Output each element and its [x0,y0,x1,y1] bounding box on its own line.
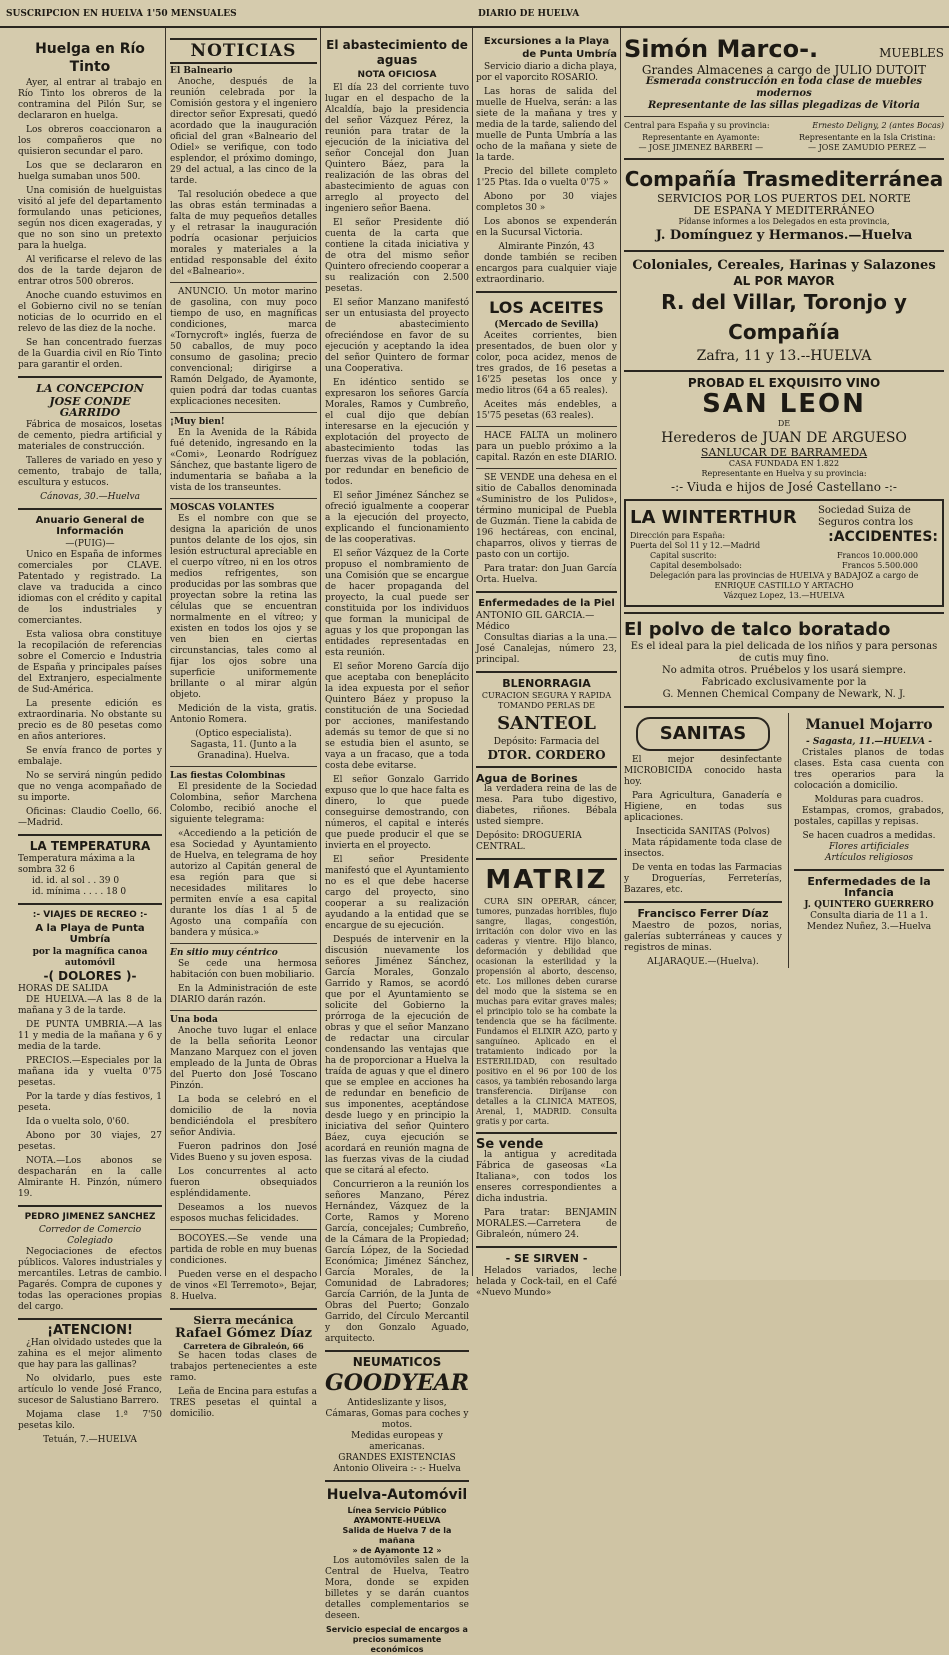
separator [170,1010,317,1011]
ad-text: Los abonos se expenderán en la Sucursal Victoria. [476,217,617,238]
ad-text: PRECIOS.—Especiales por la mañana ida y vuelta 0'75 pesetas. [18,1056,162,1088]
separator [170,282,317,283]
column-rule [620,28,621,1276]
anuario-title: Anuario General de Información [35,515,145,537]
viajes-boat: -( DOLORES )- [43,969,137,983]
article-paragraph: El señor Moreno García dijo que aceptaba con beneplácito la idea expuesta por el señor Quintero Báez y propuso la constitución de una Sociedad por acciones, manifestando además su temor de que si no se estudia bien el asunto, se vaya a un fracaso, que a toda costa debe evitarse. [325,662,469,771]
simon-marco-muebles: MUEBLES [879,46,944,60]
ad-text: Maestro de pozos, norias, galerías subterráneas y cauces y registros de minas. [624,921,782,953]
ad-line: Servicio especial de encargos a precios sumamente económicos [326,1625,468,1654]
ad-line: Depósito: Farmacia del [493,737,600,747]
article-paragraph: Aceites corrientes, bien presentados, de buen olor y color, poca acidez, menos de tres grados, de 16 pesetas a 16'25 pesetas los once y medio litros (64 a 65 reales). [476,331,617,396]
ad-line: DE ESPAÑA Y MEDITERRÁNEO [693,204,875,217]
ad-line: AL POR MAYOR [733,274,835,288]
anuario-subtitle: —(PUIG)— [65,539,115,549]
ad-line: Artículos religiosos [824,853,913,863]
winterthur-box [624,499,944,607]
column-1 [18,28,162,1445]
separator [624,158,944,160]
ad-line: Se hacen cuadros a medidas. [802,831,936,841]
ad-text: Servicio diario a dicha playa, por el vaporcito ROSARIO. [476,62,617,83]
separator [170,1229,317,1230]
ad-text: SE VENDE una dehesa en el sitio de Caballos denominada «Suministro de los Pulidos», término municipal de Puebla de Guzmán. Tiene la cabida de 196 hectáreas, con encinal, chaparros, olivos y tierras de pasto con un cortijo. [476,473,617,560]
article-paragraph: En la Avenida de la Rábida fué detenido, ingresando en la «Comi», Leonardo Rodríguez Sánchez, que bastante ligero de indumentaria se bañaba a la vista de los transeuntes. [170,428,317,493]
article-line: (Optico especialista). [195,729,292,739]
section-heading: Las fiestas Colombinas [170,771,286,781]
ad-text: Oficinas: Claudio Coello, 66.—Madrid. [18,807,162,828]
matriz-title: MATRIZ [485,865,608,895]
ad-address: Cánovas, 30.—Huelva [40,492,140,502]
article-paragraph: Al verificarse el relevo de las dos de la tarde dejaron de entrar otros 500 obreros. [18,255,162,287]
temperature-min: id. mínima . . . . 18 0 [32,887,127,897]
ad-line: J. QUINTERO GUERRERO [804,900,934,910]
ad-text: Los automóviles salen de la Central de Huelva, Teatro Mora, donde se expiden billetes y se darán cuantos detalles complementarios se deseen. [325,1556,469,1621]
separator [476,291,617,293]
ad-text: la antigua y acreditada Fábrica de gaseosas «La Italiana», con todos los enseres correspondientes a dicha industria. [476,1150,617,1204]
ad-line: Ernesto Deligny, 2 (antes Bocas) [812,121,944,130]
pjs-title: PEDRO JIMENEZ SANCHEZ [24,1212,156,1222]
excursiones-title-2: de Punta Umbría [522,49,617,60]
ad-line: Puerta del Sol 11 y 12.—Madrid [630,541,761,550]
winterthur-title: LA WINTERTHUR [630,507,797,528]
ad-line: Esmerada construcción en toda clase de muebles modernos [645,76,923,99]
ad-text: Ida o vuelta solo, 0'60. [26,1117,130,1127]
ad-line: G. Mennen Chemical Company de Newark, N. J. [662,689,906,700]
separator [170,412,317,413]
section-heading: ¡Muy bien! [170,417,225,427]
se-vende-title: Se vende [476,1137,544,1152]
article-paragraph: El señor Presidente manifestó que el Ayuntamiento no es el que debe hacerse cargo del proyecto, sino cooperar a su realización ayudando a la entidad que se encargue de su ejecución. [325,855,469,931]
blenorragia-title: BLENORRAGIA [502,677,591,690]
article-paragraph: En idéntico sentido se expresaron los señores García Morales, Ramos y Cumbreño, el cual dijo que debían interesarse en la ejecución y explotación del proyecto de abastecimiento todas las fuerzas vivas de la población, por redundar en beneficio de todos. [325,378,469,487]
ad-text: De venta en todas las Farmacias y Droguerías, Ferreterías, Bazares, etc. [624,863,782,895]
ad-line: Molduras para cuadros. [814,795,924,805]
ad-line: Central para España y su provincia: [624,121,770,130]
separator [624,612,944,614]
ad-line: Delegación para las provincias de HUELVA y BADAJOZ a cargo de [649,571,919,580]
ad-line: Salida de Huelva 7 de la mañana [342,1526,452,1545]
ad-text: CURA SIN OPERAR, cáncer, tumores, punzadas horribles, flujo sangre, llagas, congestión, irritación con dolor vivo en las caderas y vientre. Hijo blanco, deformación y debilidad que ocasionan la esterilidad y la propensión al aborto, descenso, etc. Los millones deben curarse del modo que la sistema se en muchas para evitar graves males; el principio tolo se ha combate la tendencia que se ha fácilmente. Fundamos el ELIXIR AZO, parto y sanguíneo. Aplicado en el tratamiento indicado por la ESTERILIDAD, con resultado positivo en el 96 por 100 de los casos, ya también rebosando larga transferencia. Diríjanse con detalles a la CLINICA MATEOS, Arenal, 1, MADRID. Consulta gratis y por carta. [476,897,617,1126]
ad-line: J. Domínguez y Hermanos.—Huelva [655,228,913,243]
column-rule [165,28,166,1276]
section-heading: El Balneario [170,66,233,76]
ad-text: Negociaciones de efectos públicos. Valores industriales y mercantiles. Letras de cambio. Pagarés. Compra de cupones y todas las operaciones propias del cargo. [18,1247,162,1312]
ad-text: DE HUELVA.—A las 8 de la mañana y 3 de la tarde. [18,995,162,1016]
separator [476,591,617,593]
ad-text: Helados variados, leche helada y Cock-tail, en el Café «Nuevo Mundo» [476,1266,617,1298]
ad-text: NOTA.—Los abonos se despacharán en la calle Almirante H. Pinzón, número 19. [18,1156,162,1199]
ad-line: Francos 10.000.000 [836,551,918,560]
article-paragraph: Se cede una hermosa habitación con buen mobiliario. [170,959,317,980]
article-paragraph: El señor Presidente dió cuenta de la carta que contiene la citada iniciativa y de otra del mismo señor Quintero ofreciendo cooperar a su realización con 2.500 pesetas. [325,218,469,294]
separator [794,869,944,871]
separator [476,1246,617,1248]
ad-line: No admita otros. Pruébelos y los usará siempre. [661,665,907,676]
temperature-title: LA TEMPERATURA [29,839,151,853]
ad-text: Mojama clase 1.ª 7'50 pesetas kilo. [18,1410,162,1431]
aceites-title: LOS ACEITES [489,298,604,317]
infancia-title: Enfermedades de la Infancia [807,875,931,899]
huelva-automovil-title: Huelva-Automóvil [326,1487,468,1503]
column-rule [320,28,321,1276]
ad-text: DE PUNTA UMBRIA.—A las 11 y media de la mañana y 6 y media de la tarde. [18,1020,162,1052]
article-paragraph: Concurrieron a la reunión los señores Manzano, Pérez Hernández, Vázquez de la Corte, Ramos y Moreno García, concejales; Cumbreño, de la Cámara de la Propiedad; García López, de la Sociedad Económica; Jiménez Sánchez, García Morales, de la Comunidad de Labradores; García Carrión, de la Junta de Obras del Puerto; Gonzalo Garrido, del Círculo Mercantil y don Gonzalo Aguado, arquitecto. [325,1180,469,1344]
separator [476,1132,617,1134]
ad-address: Antonio Oliveira :- :- Huelva [333,1464,461,1474]
separator [170,943,317,944]
ad-text: Depósito: DROGUERIA CENTRAL. [476,831,582,852]
separator [476,468,617,469]
article-paragraph: Es el nombre con que se designa la aparición de unos puntos delante de los ojos, sin lesión estructural apreciable en el cuerpo vítreo, ni en los otros medios refrigentes, son producidas por las sombras que proyectan sobre la retina las células que se encuentran normalmente en el vítreo; y existen en todos los ojos y se ven bien en ciertas circunstancias, tales como al fijar los ojos sobre una superficie uniformemente brillante o al mirar algún objeto. [170,514,317,700]
ad-line: ENRIQUE CASTILLO Y ARTACHO [714,581,854,590]
separator [476,426,617,427]
ad-text: La presente edición es extraordinaria. No obstante su precio es de 80 pesetas como en años anteriores. [18,699,162,742]
ad-text: Cristales planos de todas clases. Esta casa cuenta con tres operarios para la colocación a domicilio. [794,748,944,791]
ad-text: Las horas de salida del muelle de Huelva, serán: a las siete de la mañana y tres y media de la tarde, saliendo del muelle de Punta Umbría a las ocho de la mañana y siete de la tarde. [476,87,617,163]
ad-text: Se envía franco de portes y embalaje. [18,746,162,767]
ad-text: GRANDES EXISTENCIAS [338,1453,456,1463]
ad-text: Consultas diarias a la una.—José Canalejas, número 23, principal. [476,633,617,665]
ad-address: Vázquez Lopez, 13.—HUELVA [723,591,845,600]
ad-line: Pídanse informes a los Delegados en esta provincia, [678,217,890,226]
ad-line: PROBAD EL EXQUISITO VINO [687,376,881,390]
separator [624,370,944,372]
sierra-title: Sierra mecánica [193,1314,294,1327]
separator [18,834,162,836]
separator [18,1205,162,1207]
villar-title: R. del Villar, Toronjo y Compañía [661,290,907,344]
separator [624,706,944,708]
san-leon-brand: SAN LEON [702,389,866,419]
ad-text: Abono por 30 viajes completos 30 » [476,192,617,213]
article-paragraph: Ayer, al entrar al trabajo en Río Tinto los obreros de la contramina del Pilón Sur, se declararon en huelga. [18,78,162,121]
article-paragraph: En la Administración de este DIARIO darán razón. [170,984,317,1005]
article-paragraph: El presidente de la Sociedad Colombina, señor Marchena Colombo, recibió anoche el siguiente telegrama: [170,782,317,825]
ad-line: Capital suscrito: [650,551,717,560]
separator [624,116,944,117]
temperature-max: Temperatura máxima a la sombra 32 6 [18,854,135,875]
article-paragraph: ANUNCIO. Un motor marino de gasolina, con muy poco tiempo de uso, en magníficas condiciones, marca «Tornycroft» inglés, fuerza de 50 caballos, de muy poco consumo de gasolina; precio convencional; dirigirse a Ramón Delgado, de Ayamonte, quien podrá dar todas cuantas explicaciones necesiten. [170,287,317,407]
separator [18,1318,162,1320]
article-paragraph: El día 23 del corriente tuvo lugar en el despacho de la Alcaldía, bajo la presidencia del señor Vázquez Pérez, la reunión para tratar de la ejecución de la iniciativa del señor Concejal don Juan Quintero Báez, para la realización de las obras del abastecimiento de aguas con arreglo al proyecto del ingeniero señor Baena. [325,83,469,214]
separator [624,901,782,903]
article-paragraph: Tal resolución obedece a que las obras están terminadas a falta de muy pequeños detalles y el retrasar la inauguración podría ocasionar perjuicios morales y materiales a la entidad responsable del éxito del «Balneario». [170,190,317,277]
ad-line: Grandes Almacenes a cargo de JULIO DUTOIT [641,63,927,77]
pjs-subtitle: Corredor de Comercio Colegiado [38,1225,142,1246]
ad-line: Representante de las sillas plegadizas de Vitoria [648,100,920,111]
article-paragraph: Anoche, después de la reunión celebrada por la Comisión gestora y el ingeniero director señor Expresati, quedó acordado que la inauguración oficial del gran «Balneario del Odiel» se verifique, con todo esplendor, el próximo domingo, 29 del actual, a las cinco de la tarde. [170,77,317,186]
borines-title: Agua de Borines [476,772,578,785]
ad-address: Mendez Nuñez, 3.—Huelva [806,922,932,932]
ad-line: Sociedad Suiza de Seguros contra los [818,505,914,528]
column-rule [472,28,473,1276]
ad-address: Tetuán, 7.—HUELVA [43,1435,137,1445]
ad-text: Antideslizante y lisos, Cámaras, Gomas para coches y motos. [325,1398,469,1430]
ad-line: Fabricado exclusivamente por la [701,677,867,688]
ad-line: -:- Viuda e hijos de José Castellano -:- [671,480,897,494]
temperature-sun: id. id. al sol . . 39 0 [32,876,120,886]
viajes-title: :- VIAJES DE RECREO :- [32,910,148,920]
article-paragraph: El señor Jiménez Sánchez se ofreció igualmente a cooperar a la ejecución del proyecto, explicando el funcionamiento de las cooperativas. [325,491,469,545]
article-paragraph: Los obreros coaccionaron a los compañeros que no quisieron secundar el paro. [18,125,162,157]
ad-text: Mata rápidamente toda clase de insectos. [624,838,782,859]
section-heading: Una boda [170,1015,218,1025]
ad-line: Línea Servicio Público [347,1506,447,1515]
ad-text: Estampas, cromos, grabados, postales, capillas y repisas. [794,806,944,827]
ad-line: CASA FUNDADA EN 1.822 [728,459,840,468]
ad-line: Herederos de JUAN DE ARGUESO [661,430,907,446]
ad-line: Dirección para España: [630,531,726,540]
goodyear-logo: GOODYEAR [325,1370,470,1396]
separator [325,1350,469,1352]
page-header [0,0,949,28]
ad-text: Talleres de variado en yeso y cemento, trabajo de talla, escultura y estucos. [18,456,162,488]
header-subscription: SUSCRIPCION EN HUELVA 1'50 MENSUALES [6,9,237,19]
separator [325,1480,469,1482]
ad-line: CURACION SEGURA Y RAPIDA [481,691,612,700]
article-paragraph: Aceites más endebles, a 15'75 pesetas (63 reales). [476,400,617,421]
ad-line: Insecticida SANITAS (Polvos) [635,827,770,837]
ad-text: Precio del billete completo 1'25 Ptas. Ida o vuelta 0'75 » [476,167,617,188]
column-4 [476,28,617,1298]
ad-text: HACE FALTA un molinero para un pueblo próximo a la capital. Razón en este DIARIO. [476,431,617,463]
sierra-name: Rafael Gómez Díaz [174,1326,312,1341]
article-line: Sagasta, 11. (Junto a la Granadina). Huelva. [190,740,297,761]
excursiones-title: Excursiones a la Playa [483,36,610,47]
viajes-subtitle: A la Playa de Punta Umbría [35,923,145,945]
atencion-title: ¡ATENCION! [47,1323,133,1338]
ad-line: Es el ideal para la piel delicada de los niños y para personas de cutis muy fino. [630,641,938,664]
ad-line: Capital desembolsado: [650,561,742,570]
viajes-subtitle-2: por la magnífica canoa automóvil [32,947,148,968]
ad-address: Zafra, 11 y 13.--HUELVA [696,348,872,364]
ad-line: TOMANDO PERLAS DE [498,701,595,710]
separator [18,376,162,378]
article-paragraph: Los que se declararon en huelga sumaban unos 500. [18,161,162,182]
ad-text: la verdadera reina de las de mesa. Para tubo digestivo, diabetes, riñones. Bébala usted siempre. [476,784,617,827]
article-paragraph: Después de intervenir en la discusión nuevamente los señores Jiménez Sánchez, García Morales, Gonzalo Garrido y Ramos, se acordó que por el Ayuntamiento se solicite del Gobierno la prórroga de la ejecución de obras y que el señor Manzano de redactar una circular condensando las ventajas que ha de proporcionar a Huelva la traída de aguas y que el dinero que se emplee en acciones ha de redundar en beneficio de sus imponentes, aceptándose desde luego y en principio la iniciativa del señor Quintero Báez, cuya ejecución se acordará en reunión magna de las fuerzas vivas de la ciudad que se citará al efecto. [325,935,469,1176]
article-paragraph: Se han concentrado fuerzas de la Guardia civil en Río Tinto para garantir el orden. [18,338,162,370]
article-paragraph: El señor Gonzalo Garrido expuso que lo que hace falta es dinero, lo que puede conseguirse demostrando, con números, el capital e interés que puede producir el que se invierta en el proyecto. [325,775,469,851]
ad-line: Representante en Ayamonte: [642,133,760,142]
ad-text: Medidas europeas y americanas. [351,1431,443,1452]
ad-text: Por la tarde y días festivos, 1 peseta. [18,1092,162,1113]
separator [170,766,317,767]
ad-line: » de Ayamonte 12 » [352,1546,442,1555]
ad-line: — JOSE ZAMUDIO PEREZ — [808,143,927,152]
article-paragraph: Una comisión de huelguistas visitó al jefe del departamento formulando unas peticiones, según nos dicen exageradas, y que no son sino un pretexto para la huelga. [18,186,162,251]
ad-text: No olvidarlo, pues este artículo lo vende José Franco, sucesor de Salustiano Barrero. [18,1374,162,1406]
article-paragraph: El señor Vázquez de la Corte propuso el nombramiento de una Comisión que se encargue de hacer propaganda del proyecto, la cual puede ser constituida por los individuos que forman la municipal de aguas y los que propongan las entidades representadas en esta reunión. [325,549,469,658]
ad-text: El mejor desinfectante MICROBICIDA conocido hasta hoy. [624,755,782,787]
separator [476,766,617,768]
ad-address: ALJARAQUE.—(Huelva). [647,957,759,967]
rio-tinto-title: Huelga en Río Tinto [35,41,145,75]
column-3 [325,28,470,1654]
article-paragraph: Anoche cuando estuvimos en el Gobierno civil no se tenían noticias de lo ocurrido en el relevo de las diez de la noche. [18,291,162,334]
simon-marco-title: Simón Marco-. [624,35,819,63]
winterthur-accidentes: :ACCIDENTES: [828,529,938,545]
ad-line: Representante en Huelva y su provincia: [701,469,867,478]
aceites-subtitle: (Mercado de Sevilla) [494,320,599,330]
ad-line: AYAMONTE-HUELVA [353,1516,441,1525]
article-paragraph: Anoche tuvo lugar el enlace de la bella señorita Leonor Manzano Marquez con el joven empleado de la Junta de Obras del Puerto don José Toscano Pinzón. [170,1026,317,1091]
neumaticos-title: NEUMATICOS [352,1355,442,1369]
coloniales-title: Coloniales, Cereales, Harinas y Salazones [632,258,936,273]
ad-text: Fábrica de mosaicos, losetas de cemento, piedra artificial y materiales de construcción. [18,420,162,452]
separator [18,903,162,905]
separator [624,250,944,252]
sanitas-logo: SANITAS [636,717,770,751]
se-sirven-title: - SE SIRVEN - [505,1252,588,1265]
separator [476,671,617,673]
cordero-name: DTOR. CORDERO [487,748,606,762]
article-paragraph: BOCOYES.—Se vende una partida de roble en muy buenas condiciones. [170,1234,317,1266]
ad-text: Esta valiosa obra constituye la recopilación de referencias sobre el Comercio e Industria de España y principales países del Extranjero, especialmente de Sud-América. [18,630,162,695]
column-2 [170,28,317,1419]
ad-text: Para tratar: BENJAMIN MORALES.—Carretera de Gibraleón, número 24. [476,1208,617,1240]
sierra-address: Carretera de Gibraleón, 66 [183,1341,304,1351]
ad-text: ¿Han olvidado ustedes que la zahina es el mejor alimento que hay para las gallinas? [18,1338,162,1370]
ad-line: SANLUCAR DE BARRAMEDA [700,446,868,459]
article-paragraph: «Accediendo a la petición de esa Sociedad y Ayuntamiento de Huelva, en telegrama de hoy autorizo al Capitán general de esa región para que si necesidades militares lo permiten envíe a esa capital durante los días 1 al 5 de Agosto una compañía con bandera y música.» [170,829,317,938]
ad-text: Abono por 30 viajes, 27 pesetas. [18,1131,162,1152]
enfermedades-piel-title: Enfermedades de la Piel [478,598,615,609]
ad-text: Leña de Encina para estufas a TRES pesetas el quintal a domicilio. [170,1387,317,1419]
trasmediterranea-title: Compañía Trasmediterránea [624,167,944,191]
article-paragraph: Pueden verse en el despacho de vinos «El Terremoto», Bejar, 8. Huelva. [170,1270,317,1302]
separator [18,508,162,510]
article-paragraph: Fueron padrinos don José Vides Bueno y su joven esposa. [170,1142,317,1163]
ad-address: Almirante Pinzón, 43 [498,242,595,252]
ad-line: SERVICIOS POR LOS PUERTOS DEL NORTE [657,192,911,205]
article-paragraph: El señor Manzano manifestó ser un entusiasta del proyecto de abastecimiento ofreciéndose en favor de su ejecución y aceptando la idea del señor Quintero de formar una Cooperativa. [325,298,469,374]
ad-text: ANTONIO GIL GARCIA.—Médico [476,611,595,632]
ad-line: Francos 5.500.000 [842,561,918,570]
concepcion-title: LA CONCEPCION [36,382,144,395]
header-title: DIARIO DE HUELVA [478,9,580,19]
separator [476,858,617,860]
article-paragraph: Los concurrentes al acto fueron obsequiados espléndidamente. [170,1167,317,1199]
ad-address: - Sagasta, 11.—HUELVA - [806,737,932,747]
separator [170,498,317,499]
ad-line: DE [777,419,791,428]
viajes-hours: HORAS DE SALIDA [18,984,109,994]
article-paragraph: Medición de la vista, gratis. Antonio Romera. [170,704,317,725]
ferrer-title: Francisco Ferrer Díaz [637,907,769,920]
ad-text: donde también se reciben encargos para cualquier viaje extraordinario. [476,253,617,285]
ad-text: Para Agricultura, Ganadería e Higiene, en todas sus aplicaciones. [624,791,782,823]
agua-title: El abastecimiento de aguas [326,38,468,67]
ad-text: Unico en España de informes comerciales por CLAVE. Patentado y registrado. La clave va traducida a cinco idiomas con el crédito y capital de los industriales y comerciantes. [18,550,162,626]
ad-line: Representante en la Isla Cristina: [798,133,936,142]
ad-text: No se servirá ningún pedido que no venga acompañado de su importe. [18,771,162,803]
column-5 [624,28,944,1274]
section-heading: En sitio muy céntrico [170,948,278,958]
ad-text: Para tratar: don Juan García Orta. Huelva. [476,564,617,585]
ad-line: Flores artificiales [829,842,909,852]
section-heading: MOSCAS VOLANTES [170,503,275,513]
concepcion-name: JOSE CONDE GARRIDO [49,395,131,419]
agua-subtitle: NOTA OFICIOSA [357,70,437,80]
ad-line: — JOSE JIMENEZ BARBERI — [638,143,764,152]
separator [170,1308,317,1310]
noticias-title: NOTICIAS [170,38,317,64]
ad-line: Consulta diaria de 11 a 1. [810,911,928,921]
article-paragraph: Deseamos a los nuevos esposos muchas felicidades. [170,1203,317,1224]
article-paragraph: La boda se celebró en el domicilio de la novia bendiciéndola el presbítero señor Andivia. [170,1095,317,1138]
ad-text: Se hacen todas clases de trabajos pertenecientes a este ramo. [170,1351,317,1383]
mojarro-title: Manuel Mojarro [805,717,933,733]
polvo-talco-title: El polvo de talco boratado [624,619,891,640]
santeol-brand: SANTEOL [497,713,596,734]
